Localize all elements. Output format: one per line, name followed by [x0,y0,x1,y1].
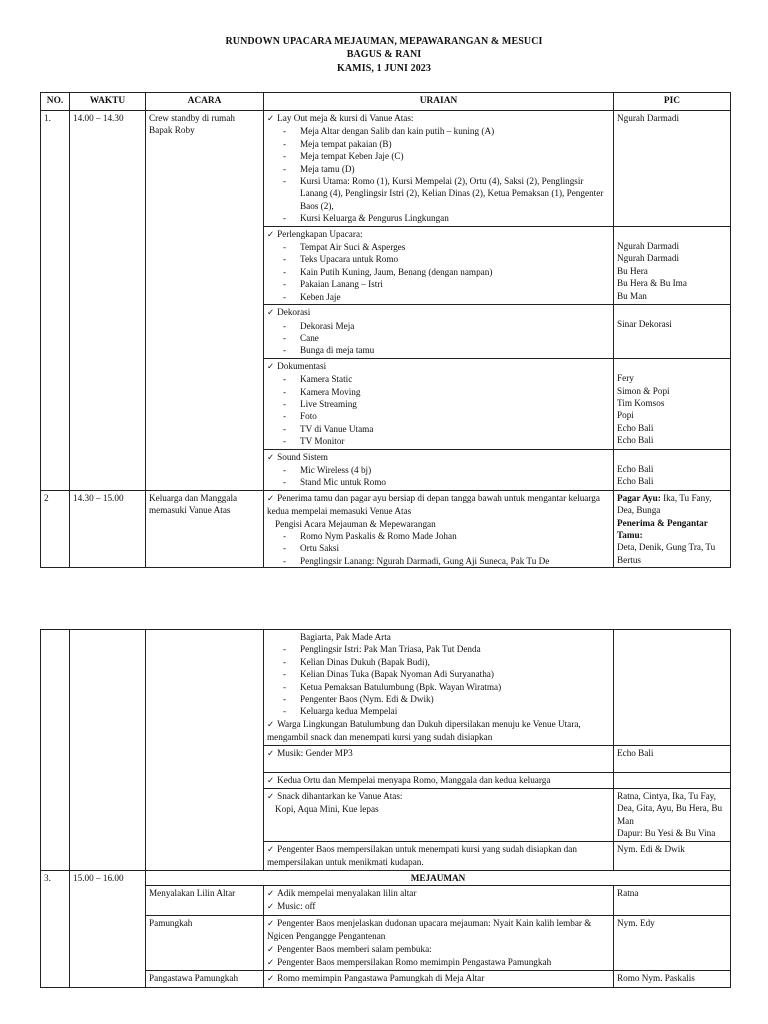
pic-cell: Nym. Edy [614,915,731,971]
table-row [41,870,731,885]
list-item: - Pengenter Baos (Nym. Edi & Dwik) [283,693,610,705]
row-no: 3. [41,870,70,987]
penerima-label: Penerima & Pengantar Tamu: [617,517,708,540]
pic-name: Tim Komsos [617,397,665,408]
list-item: - Meja tempat pakaian (B) [283,138,610,150]
uraian-cell [264,111,614,227]
pengisi-list [267,530,610,567]
pic-cell [614,226,731,304]
list-item: - Tempat Air Suci & Asperges [283,241,610,253]
pic-name: Bu Hera [617,265,648,276]
pic-cell: Echo Bali [614,745,731,772]
row-waktu: 14.30 – 15.00 [70,490,146,567]
pamungkah-text-1: ✓ Pengenter Baos menjelaskan dudonan upacara mejauman: Nyait Kain kalih lembar & Ngicen Pengangge Pengantenan [267,917,610,943]
col-waktu: WAKTU [70,93,146,111]
list-item: - Ortu Saksi [283,542,610,554]
table-row [41,490,731,567]
pic-name: Bu Man [617,290,647,301]
section-mejauman: MEJAUMAN [146,870,731,885]
dokumentasi-heading: ✓ Dokumentasi [267,360,610,373]
row-waktu: 15.00 – 16.00 [70,870,146,987]
pic-cell [614,358,731,449]
document-title: RUNDOWN UPACARA MEJAUMAN, MEPAWARANGAN & MESUCI [225,36,543,47]
col-no: NO. [41,93,70,111]
list-item: - Foto [283,410,610,422]
row-acara: Pangastawa Pamungkah [146,971,264,987]
uraian-cell [264,630,614,746]
list-item: - Live Streaming [283,398,610,410]
col-uraian: URAIAN [264,93,614,111]
uraian-cell [264,358,614,449]
list-item: - Keluarga kedua Mempelai [283,705,610,717]
list-item: - Meja tempat Keben Jaje (C) [283,150,610,162]
ortu-menyapa-text: ✓ Kedua Ortu dan Mempelai menyapa Romo, Manggala dan kedua keluarga [267,774,610,787]
couple-names: BAGUS & RANI [346,49,422,60]
list-item: - Stand Mic untuk Romo [283,476,610,488]
uraian-cell [264,915,614,971]
pagar-ayu-label: Pagar Ayu: [617,492,661,503]
perlengkapan-heading: ✓ Perlengkapan Upacara: [267,228,610,241]
list-item: - Kamera Moving [283,386,610,398]
dekorasi-list [267,320,610,357]
row-waktu [70,630,146,871]
list-item: - Kain Putih Kuning, Jaum, Benang (dengan nampan) [283,266,610,278]
list-item: - Kursi Utama: Romo (1), Kursi Mempelai (2), Ortu (4), Saksi (2), Penglingsir Lanang (4), Penglingsir Istri (2), Kelian Dinas (2), Ketua Pemaksan (1), Pengenter Baos (2), [283,175,610,212]
perlengkapan-list [267,241,610,303]
pic-name: Popi [617,410,634,421]
pengisi-list-continued [267,643,610,717]
uraian-cell [264,449,614,490]
pic-name: Echo Bali [617,476,654,487]
list-item: - Penglingsir Lanang: Ngurah Darmadi, Gung Aji Suneca, Pak Tu De [283,555,610,567]
uraian-cell [264,772,614,788]
list-item: - Pakaian Lanang – Istri [283,278,610,290]
pengisi-acara-label: Pengisi Acara Mejauman & Mepewarangan [275,518,436,529]
uraian-cell [264,885,614,915]
event-date: KAMIS, 1 JUNI 2023 [336,63,432,74]
uraian-cell [264,789,614,842]
pic-cell: Ngurah Darmadi [614,111,731,227]
sound-heading: ✓ Sound Sistem [267,451,610,464]
pangastawa-text: ✓ Romo memimpin Pangastawa Pamungkah di Meja Altar [267,972,610,985]
lilin-text: ✓ Adik mempelai menyalakan lilin altar [267,887,610,900]
list-item: - Kelian Dinas Dukuh (Bapak Budi), [283,656,610,668]
row-waktu: 14.00 – 14.30 [70,111,146,491]
pengenter-text: ✓ Pengenter Baos mempersilakan untuk menempati kursi yang sudah disiapkan dan mempersilakan untuk menikmati kudapan. [267,843,610,869]
uraian-cell [264,971,614,987]
dokumentasi-list [267,373,610,447]
list-item: - Kursi Keluarga & Pengurus Lingkungan [283,212,610,224]
list-item: - Teks Upacara untuk Romo [283,253,610,265]
uraian-cell [264,226,614,304]
pic-cell [614,449,731,490]
uraian-cell [264,490,614,567]
row-acara: Pamungkah [146,915,264,971]
row-no: 1. [41,111,70,491]
warga-text: ✓ Warga Lingkungan Batulumbung dan Dukuh dipersilakan menuju ke Venue Utara, mengambil snack dan menempati kursi yang sudah disiapkan [267,718,610,744]
layout-list [267,125,610,224]
pic-name: Fery [617,373,634,384]
pic-cell [614,305,731,359]
row-no: 2 [41,490,70,567]
list-item: - Kelian Dinas Tuka (Bapak Nyoman Adi Suryanatha) [283,668,610,680]
continued-text: Bagiarta, Pak Made Arta [300,632,391,642]
uraian-cell [264,305,614,359]
row-acara: Keluarga dan Manggala memasuki Vanue Atas [146,490,264,567]
penerima-names: Deta, Denik, Gung Tra, Tu Bertus [617,542,716,565]
col-pic: PIC [614,93,731,111]
pic-name: Echo Bali [617,422,654,433]
pic-cell: Romo Nym. Paskalis [614,971,731,987]
penerima-tamu-text: ✓ Penerima tamu dan pagar ayu bersiap di depan tangga bawah untuk mengantar keluarga kedua mempelai memasuki Venue Atas [267,492,610,518]
pic-name: Sinar Dekorasi [617,319,672,330]
table-row [41,111,731,227]
pic-cell: Ratna [614,885,731,915]
rundown-table-page2 [40,629,731,988]
snack-text: ✓ Snack dihantarkan ke Vanue Atas: [267,790,610,803]
list-item: - Bunga di meja tamu [283,344,610,356]
pamungkah-text-2: ✓ Pengenter Baos memberi salam pembuka: [267,943,610,956]
dekorasi-heading: ✓ Dekorasi [267,306,610,319]
list-item: - Keben Jaje [283,291,610,303]
pic-name: Simon & Popi [617,385,670,396]
list-item: - Penglingsir Istri: Pak Man Triasa, Pak Tut Denda [283,643,610,655]
list-item: - TV Monitor [283,435,610,447]
pagar-ayu-names: Ika, Tu Fany, Dea, Bunga [617,492,712,516]
list-item: - Meja tamu (D) [283,163,610,175]
layout-heading: ✓ Lay Out meja & kursi di Vanue Atas: [267,112,610,125]
uraian-cell [264,745,614,772]
list-item: - Kamera Static [283,373,610,385]
row-acara: Menyalakan Lilin Altar [146,885,264,915]
list-item: - Romo Nym Paskalis & Romo Made Johan [283,530,610,542]
music-off-text: ✓ Music: off [267,900,610,913]
uraian-cell [264,841,614,870]
rundown-table-page1 [40,92,731,568]
pic-name: Echo Bali [617,435,654,446]
table-row [41,630,731,746]
list-item: - Meja Altar dengan Salib dan kain putih – kuning (A) [283,125,610,137]
pamungkah-text-3: ✓ Pengenter Baos mempersilakan Romo memimpin Pengastawa Pamungkah [267,956,610,969]
dapur-pic: Dapur: Bu Yesi & Bu Vina [617,828,716,839]
pic-name: Ngurah Darmadi [617,253,679,264]
list-item: - Ketua Pemaksan Batulumbung (Bpk. Wayan Wiratma) [283,681,610,693]
row-acara: Crew standby di rumah Bapak Roby [146,111,264,491]
pic-name: Bu Hera & Bu Ima [617,278,687,289]
musik-text: ✓ Musik: Gender MP3 [267,747,610,760]
pic-cell [614,630,731,746]
snack-pic: Ratna, Cintya, Ika, Tu Fay, Dea, Gita, Ayu, Bu Hera, Bu Man [617,791,723,826]
table-header-row [41,93,731,111]
pic-cell [614,789,731,842]
col-acara: ACARA [146,93,264,111]
pic-cell [614,490,731,567]
list-item: - Dekorasi Meja [283,320,610,332]
list-item: - Cane [283,332,610,344]
row-no [41,630,70,871]
pic-name: Ngurah Darmadi [617,241,679,252]
row-acara [146,630,264,871]
list-item: - Mic Wireless (4 bj) [283,464,610,476]
pic-name: Echo Bali [617,463,654,474]
list-item: - TV di Vanue Utama [283,423,610,435]
sound-list [267,464,610,489]
snack-items: Kopi, Aqua Mini, Kue lepas [275,804,379,815]
pic-cell: Nym. Edi & Dwik [614,841,731,870]
pic-cell [614,772,731,788]
